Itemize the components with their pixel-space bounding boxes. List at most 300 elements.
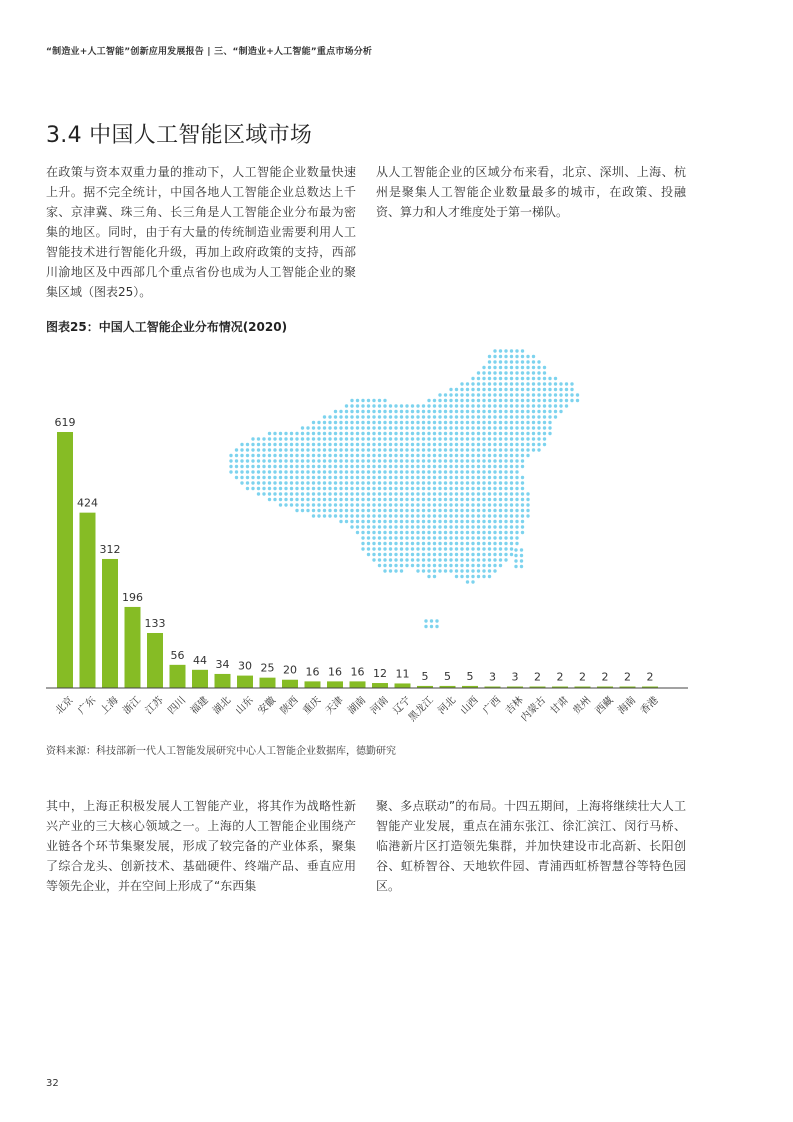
map-dot xyxy=(240,459,243,462)
bar-value-label: 2 xyxy=(579,670,586,684)
map-dot xyxy=(532,432,535,435)
map-dot xyxy=(301,503,304,506)
map-dot xyxy=(471,553,474,556)
map-dot xyxy=(279,448,282,451)
map-dot xyxy=(427,465,430,468)
map-dot xyxy=(378,553,381,556)
map-dot xyxy=(548,421,551,424)
map-dot xyxy=(350,465,353,468)
bar-value-label: 56 xyxy=(170,648,185,662)
map-dot xyxy=(372,536,375,539)
map-dot xyxy=(438,432,441,435)
map-dot xyxy=(482,382,485,385)
map-dot xyxy=(466,536,469,539)
map-dot xyxy=(548,410,551,413)
map-dot xyxy=(455,531,458,534)
map-dot xyxy=(240,481,243,484)
map-dot xyxy=(312,514,315,517)
map-dot xyxy=(554,410,557,413)
map-dot xyxy=(466,569,469,572)
map-dot xyxy=(433,536,436,539)
map-dot xyxy=(416,465,419,468)
map-dot xyxy=(334,415,337,418)
category-label: 湖南 xyxy=(346,694,369,717)
map-dot xyxy=(279,503,282,506)
bar-value-label: 312 xyxy=(99,542,121,556)
map-dot xyxy=(444,564,447,567)
map-dot xyxy=(455,399,458,402)
map-dot xyxy=(427,542,430,545)
map-dot xyxy=(262,487,265,490)
map-dot xyxy=(416,404,419,407)
map-dot xyxy=(526,371,529,374)
map-dot xyxy=(460,520,463,523)
map-dot xyxy=(383,509,386,512)
map-dot xyxy=(361,448,364,451)
map-dot xyxy=(378,448,381,451)
map-dot xyxy=(339,454,342,457)
map-dot xyxy=(471,514,474,517)
intro-paragraph-right: 从人工智能企业的区域分布来看，北京、深圳、上海、杭州是聚集人工智能企业数量最多的城市，在政策、投融资、算力和人才维度处于第一梯队。 xyxy=(376,165,686,219)
map-dot xyxy=(323,448,326,451)
map-dot xyxy=(488,569,491,572)
map-dot xyxy=(301,509,304,512)
map-dot xyxy=(356,437,359,440)
map-dot xyxy=(405,547,408,550)
map-dot xyxy=(433,448,436,451)
map-dot xyxy=(510,470,513,473)
map-dot xyxy=(262,465,265,468)
map-dot xyxy=(444,509,447,512)
map-dot xyxy=(268,498,271,501)
map-dot xyxy=(466,426,469,429)
map-dot xyxy=(543,437,546,440)
map-dot xyxy=(460,536,463,539)
map-dot xyxy=(345,503,348,506)
map-dot xyxy=(416,514,419,517)
map-dot xyxy=(455,437,458,440)
map-dot xyxy=(361,525,364,528)
map-dot xyxy=(521,514,524,517)
map-dot xyxy=(504,459,507,462)
map-dot xyxy=(394,404,397,407)
map-dot xyxy=(284,448,287,451)
map-dot xyxy=(471,437,474,440)
bar xyxy=(192,670,208,688)
map-dot xyxy=(312,443,315,446)
map-dot xyxy=(471,569,474,572)
map-dot xyxy=(455,404,458,407)
map-dot xyxy=(482,564,485,567)
map-dot xyxy=(273,437,276,440)
map-dot xyxy=(394,498,397,501)
map-dot xyxy=(515,454,518,457)
map-dot xyxy=(235,454,238,457)
map-dot xyxy=(400,525,403,528)
map-dot xyxy=(257,443,260,446)
map-dot xyxy=(400,558,403,561)
map-dot xyxy=(383,421,386,424)
map-dot xyxy=(482,547,485,550)
map-dot xyxy=(477,547,480,550)
map-dot xyxy=(279,437,282,440)
map-dot xyxy=(367,437,370,440)
map-dot xyxy=(424,625,427,628)
map-dot xyxy=(361,470,364,473)
map-dot xyxy=(537,371,540,374)
map-dot xyxy=(455,448,458,451)
bar-value-label: 2 xyxy=(534,670,541,684)
map-dot xyxy=(383,454,386,457)
map-dot xyxy=(427,432,430,435)
map-dot xyxy=(488,355,491,358)
map-dot xyxy=(389,481,392,484)
map-dot xyxy=(378,542,381,545)
map-dot xyxy=(356,404,359,407)
map-dot xyxy=(449,569,452,572)
map-dot xyxy=(499,448,502,451)
map-dot xyxy=(306,459,309,462)
map-dot xyxy=(422,437,425,440)
map-dot xyxy=(515,437,518,440)
map-dot xyxy=(565,399,568,402)
map-dot xyxy=(339,459,342,462)
map-dot xyxy=(477,465,480,468)
map-dot xyxy=(394,547,397,550)
map-dot xyxy=(455,509,458,512)
map-dot xyxy=(471,443,474,446)
map-dot xyxy=(514,565,517,568)
map-dot xyxy=(251,476,254,479)
map-dot xyxy=(466,492,469,495)
map-dot xyxy=(466,575,469,578)
map-dot xyxy=(345,520,348,523)
map-dot xyxy=(482,371,485,374)
map-dot xyxy=(323,492,326,495)
map-dot xyxy=(389,432,392,435)
map-dot xyxy=(411,487,414,490)
map-dot xyxy=(405,492,408,495)
map-dot xyxy=(345,465,348,468)
map-dot xyxy=(394,542,397,545)
map-dot xyxy=(411,481,414,484)
bar xyxy=(80,513,96,688)
map-dot xyxy=(405,531,408,534)
map-dot xyxy=(449,531,452,534)
map-dot xyxy=(493,492,496,495)
map-dot xyxy=(499,371,502,374)
map-dot xyxy=(466,476,469,479)
map-dot xyxy=(246,459,249,462)
map-dot xyxy=(455,415,458,418)
map-dot xyxy=(449,437,452,440)
map-dot xyxy=(504,536,507,539)
map-dot xyxy=(466,404,469,407)
map-dot xyxy=(411,514,414,517)
map-dot xyxy=(416,487,419,490)
map-dot xyxy=(493,421,496,424)
map-dot xyxy=(251,454,254,457)
map-dot xyxy=(427,470,430,473)
map-dot xyxy=(482,553,485,556)
map-dot xyxy=(449,410,452,413)
map-dot xyxy=(526,410,529,413)
map-dot xyxy=(290,465,293,468)
map-dot xyxy=(477,509,480,512)
map-dot xyxy=(394,564,397,567)
map-dot xyxy=(521,404,524,407)
map-dot xyxy=(537,421,540,424)
map-dot xyxy=(372,514,375,517)
map-dot xyxy=(438,399,441,402)
map-dot xyxy=(367,536,370,539)
map-dot xyxy=(339,498,342,501)
map-dot xyxy=(323,465,326,468)
map-dot xyxy=(279,465,282,468)
map-dot xyxy=(378,481,381,484)
map-dot xyxy=(532,393,535,396)
map-dot xyxy=(515,487,518,490)
bar-value-label: 12 xyxy=(373,667,387,681)
map-dot xyxy=(499,355,502,358)
map-dot xyxy=(268,437,271,440)
map-dot xyxy=(394,520,397,523)
map-dot xyxy=(493,476,496,479)
map-dot xyxy=(514,554,517,557)
map-dot xyxy=(515,509,518,512)
map-dot xyxy=(504,470,507,473)
map-dot xyxy=(449,503,452,506)
map-dot xyxy=(526,509,529,512)
map-dot xyxy=(438,525,441,528)
map-dot xyxy=(515,382,518,385)
map-dot xyxy=(493,377,496,380)
map-dot xyxy=(515,531,518,534)
map-dot xyxy=(504,492,507,495)
category-label: 辽宁 xyxy=(391,694,414,717)
map-dot xyxy=(455,465,458,468)
map-dot xyxy=(422,525,425,528)
map-dot xyxy=(455,503,458,506)
map-dot xyxy=(537,448,540,451)
map-dot xyxy=(504,399,507,402)
map-dot xyxy=(471,498,474,501)
map-dot xyxy=(477,388,480,391)
map-dot xyxy=(515,492,518,495)
map-dot xyxy=(488,366,491,369)
map-dot xyxy=(521,426,524,429)
map-dot xyxy=(499,366,502,369)
map-dot xyxy=(499,503,502,506)
map-dot xyxy=(460,542,463,545)
map-dot xyxy=(383,459,386,462)
map-dot xyxy=(493,382,496,385)
map-dot xyxy=(477,443,480,446)
map-dot xyxy=(471,382,474,385)
map-dot xyxy=(444,569,447,572)
map-dot xyxy=(488,520,491,523)
map-dot xyxy=(449,421,452,424)
category-label: 河北 xyxy=(436,694,459,717)
map-dot xyxy=(411,426,414,429)
map-dot xyxy=(510,377,513,380)
map-dot xyxy=(306,498,309,501)
map-dot xyxy=(400,415,403,418)
map-dot xyxy=(416,415,419,418)
map-dot xyxy=(273,443,276,446)
map-dot xyxy=(526,360,529,363)
category-label: 福建 xyxy=(188,694,211,717)
map-dot xyxy=(488,487,491,490)
map-dot xyxy=(449,536,452,539)
map-dot xyxy=(449,443,452,446)
map-dot xyxy=(411,547,414,550)
map-dot xyxy=(433,575,436,578)
map-dot xyxy=(268,443,271,446)
map-dot xyxy=(383,547,386,550)
map-dot xyxy=(466,399,469,402)
map-dot xyxy=(334,432,337,435)
map-dot xyxy=(372,443,375,446)
map-dot xyxy=(422,520,425,523)
map-dot xyxy=(334,503,337,506)
map-dot xyxy=(405,498,408,501)
map-dot xyxy=(312,498,315,501)
map-dot xyxy=(515,426,518,429)
map-dot xyxy=(455,564,458,567)
map-dot xyxy=(548,382,551,385)
map-dot xyxy=(521,377,524,380)
map-dot xyxy=(361,443,364,446)
map-dot xyxy=(378,492,381,495)
map-dot xyxy=(543,421,546,424)
map-dot xyxy=(339,415,342,418)
map-dot xyxy=(427,498,430,501)
map-dot xyxy=(301,465,304,468)
map-dot xyxy=(411,448,414,451)
map-dot xyxy=(317,492,320,495)
map-dot xyxy=(306,470,309,473)
map-dot xyxy=(477,575,480,578)
map-dot xyxy=(455,542,458,545)
map-dot xyxy=(466,553,469,556)
map-dot xyxy=(383,432,386,435)
map-dot xyxy=(400,426,403,429)
map-dot xyxy=(471,487,474,490)
map-dot xyxy=(372,503,375,506)
map-dot xyxy=(334,481,337,484)
bar-value-label: 16 xyxy=(328,665,342,679)
map-dot xyxy=(383,443,386,446)
map-dot xyxy=(345,487,348,490)
map-dot xyxy=(405,553,408,556)
map-dot xyxy=(301,454,304,457)
map-dot xyxy=(378,547,381,550)
map-dot xyxy=(240,448,243,451)
map-dot xyxy=(394,465,397,468)
map-dot xyxy=(235,459,238,462)
map-dot xyxy=(433,476,436,479)
map-dot xyxy=(312,421,315,424)
map-dot xyxy=(339,448,342,451)
map-dot xyxy=(488,465,491,468)
map-dot xyxy=(411,520,414,523)
map-dot xyxy=(482,536,485,539)
map-dot xyxy=(246,487,249,490)
map-dot xyxy=(477,432,480,435)
map-dot xyxy=(499,476,502,479)
map-dot xyxy=(295,481,298,484)
map-dot xyxy=(444,481,447,484)
map-dot xyxy=(537,443,540,446)
map-dot xyxy=(460,553,463,556)
map-dot xyxy=(532,448,535,451)
map-dot xyxy=(350,410,353,413)
map-dot xyxy=(493,415,496,418)
map-dot xyxy=(455,575,458,578)
map-dot xyxy=(367,492,370,495)
map-dot xyxy=(312,454,315,457)
map-dot xyxy=(537,388,540,391)
map-dot xyxy=(526,421,529,424)
map-dot xyxy=(427,553,430,556)
map-dot xyxy=(411,542,414,545)
map-dot xyxy=(460,443,463,446)
map-dot xyxy=(383,415,386,418)
map-dot xyxy=(510,410,513,413)
map-dot xyxy=(240,443,243,446)
map-dot xyxy=(372,448,375,451)
map-dot xyxy=(433,415,436,418)
bar-value-label: 34 xyxy=(215,657,230,671)
map-dot xyxy=(554,377,557,380)
bar xyxy=(215,674,231,688)
map-dot xyxy=(510,443,513,446)
map-dot xyxy=(444,525,447,528)
map-dot xyxy=(477,520,480,523)
map-dot xyxy=(504,454,507,457)
map-dot xyxy=(493,360,496,363)
map-dot xyxy=(400,520,403,523)
map-dot xyxy=(521,459,524,462)
map-dot xyxy=(372,509,375,512)
map-dot xyxy=(273,498,276,501)
map-dot xyxy=(521,399,524,402)
map-dot xyxy=(279,454,282,457)
map-dot xyxy=(466,448,469,451)
map-dot xyxy=(378,509,381,512)
map-dot xyxy=(235,470,238,473)
map-dot xyxy=(482,437,485,440)
map-dot xyxy=(400,542,403,545)
map-dot xyxy=(444,487,447,490)
map-dot xyxy=(334,410,337,413)
map-dot xyxy=(444,476,447,479)
map-dot xyxy=(477,399,480,402)
map-dot xyxy=(433,421,436,424)
map-dot xyxy=(334,465,337,468)
map-dot xyxy=(356,481,359,484)
map-dot xyxy=(493,542,496,545)
map-dot xyxy=(449,514,452,517)
map-dot xyxy=(482,525,485,528)
map-dot xyxy=(499,520,502,523)
map-dot xyxy=(427,503,430,506)
map-dot xyxy=(350,470,353,473)
map-dot xyxy=(427,476,430,479)
map-dot xyxy=(444,443,447,446)
map-dot xyxy=(471,426,474,429)
